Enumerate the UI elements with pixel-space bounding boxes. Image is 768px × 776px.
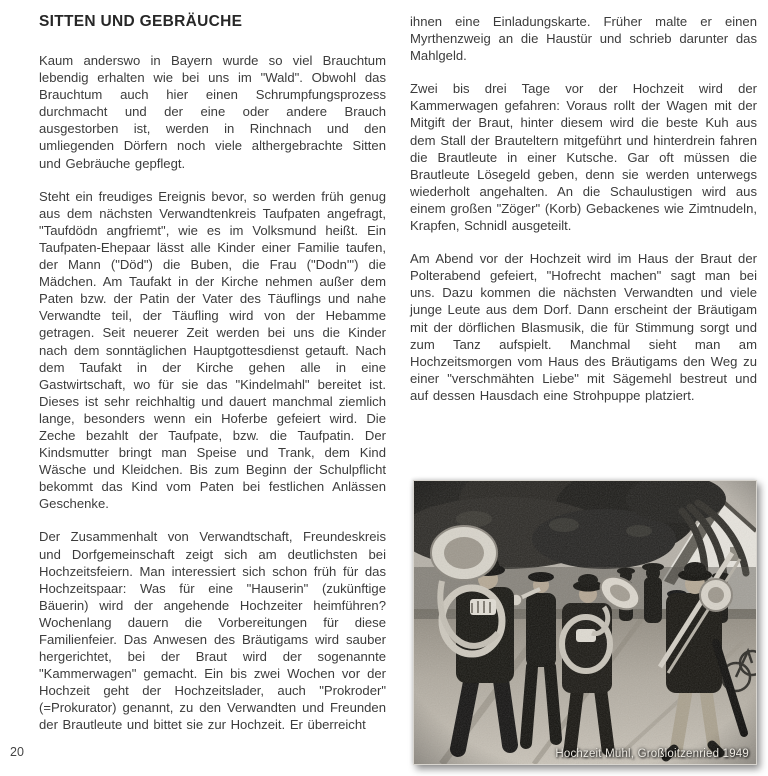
wedding-band-photo	[413, 480, 757, 765]
left-paragraph-3: Der Zusammenhalt von Verwandtschaft, Freundeskreis und Dorfgemeinschaft zeigt sich am deutlichsten bei Hochzeitsfeiern. Man interessiert sich schon früh für das Hochzeitspaar: Was für eine "Hauserin" (zukünftige Bäuerin) wird der angehende Hochzeiter heimführen? Wochenlang dauern die Vorbereitungen für diese Familienfeier. Das Anwesen des Bräutigams wird sauber hergerichtet, bei der Braut wird der sogenannte "Kammerwagen" gemacht. Ein bis zwei Wochen vor der Hochzeit geht der Hochzeitslader, auch "Prokroder" (=Prokurator) genannt, zu den Verwandten und Freunden der Brautleute und bittet sie zur Hochzeit. Er überreicht	[39, 529, 386, 733]
photo-vignette	[414, 481, 756, 764]
left-paragraph-1: Kaum anderswo in Bayern wurde so viel Brauchtum lebendig erhalten wie bei uns im "Wald". Obwohl das Brauchtum auch hier einen Schrumpfungsprozess durchmacht und der eine oder andere Brauch ausgestorben ist, werden in Rinchnach und den umliegenden Dörfern noch viele althergebrachte Sitten und Gebräuche gepflegt.	[39, 53, 386, 171]
left-paragraph-2: Steht ein freudiges Ereignis bevor, so werden früh genug aus dem nächsten Verwandtenkreis Taufpaten angefragt, "Taufdödn angfriemt", wie es im Volksmund heißt. Ein Taufpaten-Ehepaar lässt alle Kinder einer Familie taufen, der Mann ("Död") die Buben, die Frau ("Dodn'") die Mädchen. Am Taufakt in der Kirche nehmen außer dem Paten bzw. der Patin der Vater des Täuflings und nahe Verwandte teil, der Täufling wird von der Hebamme getragen. Seit neuerer Zeit werden bei uns die Kinder nach dem sonntäglichen Hauptgottesdienst getauft. Nach dem Taufakt in der Kirche gehen alle in eine Gastwirtschaft, wo für sie das "Kindelmahl" bereitet ist. Dieses ist sehr reichhaltig und dauert manchmal ziemlich lange, besonders wenn ein Hoferbe gefeiert wird. Die Zeche bezahlt der Taufpate, bzw. die Taufpatin. Der Kindsmutter bringt man Speise und Trank, dem Kind Wäsche und Kleidchen. Bis zum Beginn der Schulpflicht bekommt das Kind vom Paten bei festlichen Anlässen Geschenke.	[39, 188, 386, 512]
photo-caption: Hochzeit Mühl, Großloitzenried 1949	[555, 748, 749, 760]
page-number: 20	[10, 745, 24, 759]
right-paragraph-1: ihnen eine Einladungskarte. Früher malte er einen Myrthenzweig an die Haustür und schrieb darunter das Mahlgeld.	[410, 14, 757, 64]
right-column	[410, 13, 757, 420]
section-heading: SITTEN UND GEBRÄUCHE	[39, 13, 243, 30]
left-column	[39, 13, 386, 750]
right-paragraph-3: Am Abend vor der Hochzeit wird im Haus der Braut der Polterabend gefeiert, "Hofrecht machen" sagt man bei uns. Dazu kommen die nächsten Verwandten und viele junge Leute aus dem Dorf. Dann erscheint der Bräutigam mit der dörflichen Blasmusik, die für Stimmung sorgt und zum Tanz aufspielt. Manchmal sieht man am Hochzeitsmorgen vom Haus des Bräutigams den Weg zu einer "verschmähten Liebe" mit Sägemehl bestreut und auf dessen Hausdach eine Strohpuppe platziert.	[410, 251, 757, 403]
photo-illustration	[414, 481, 756, 764]
right-paragraph-2: Zwei bis drei Tage vor der Hochzeit wird der Kammerwagen gefahren: Voraus rollt der Wagen mit der Mitgift der Braut, hinter diesem wird die beste Kuh aus dem Stall der Brauteltern mitgeführt und hinterdrein fahren die Brautleute in einer Kutsche. Gar oft müssen die Brautleute Lösegeld geben, denn sie werden unterwegs wiederholt angehalten. An die Schaulustigen wird aus einem großen "Zöger" (Korb) Gebackenes wie Zimtnudeln, Krapfen, Schnidl ausgeteilt.	[410, 81, 757, 234]
